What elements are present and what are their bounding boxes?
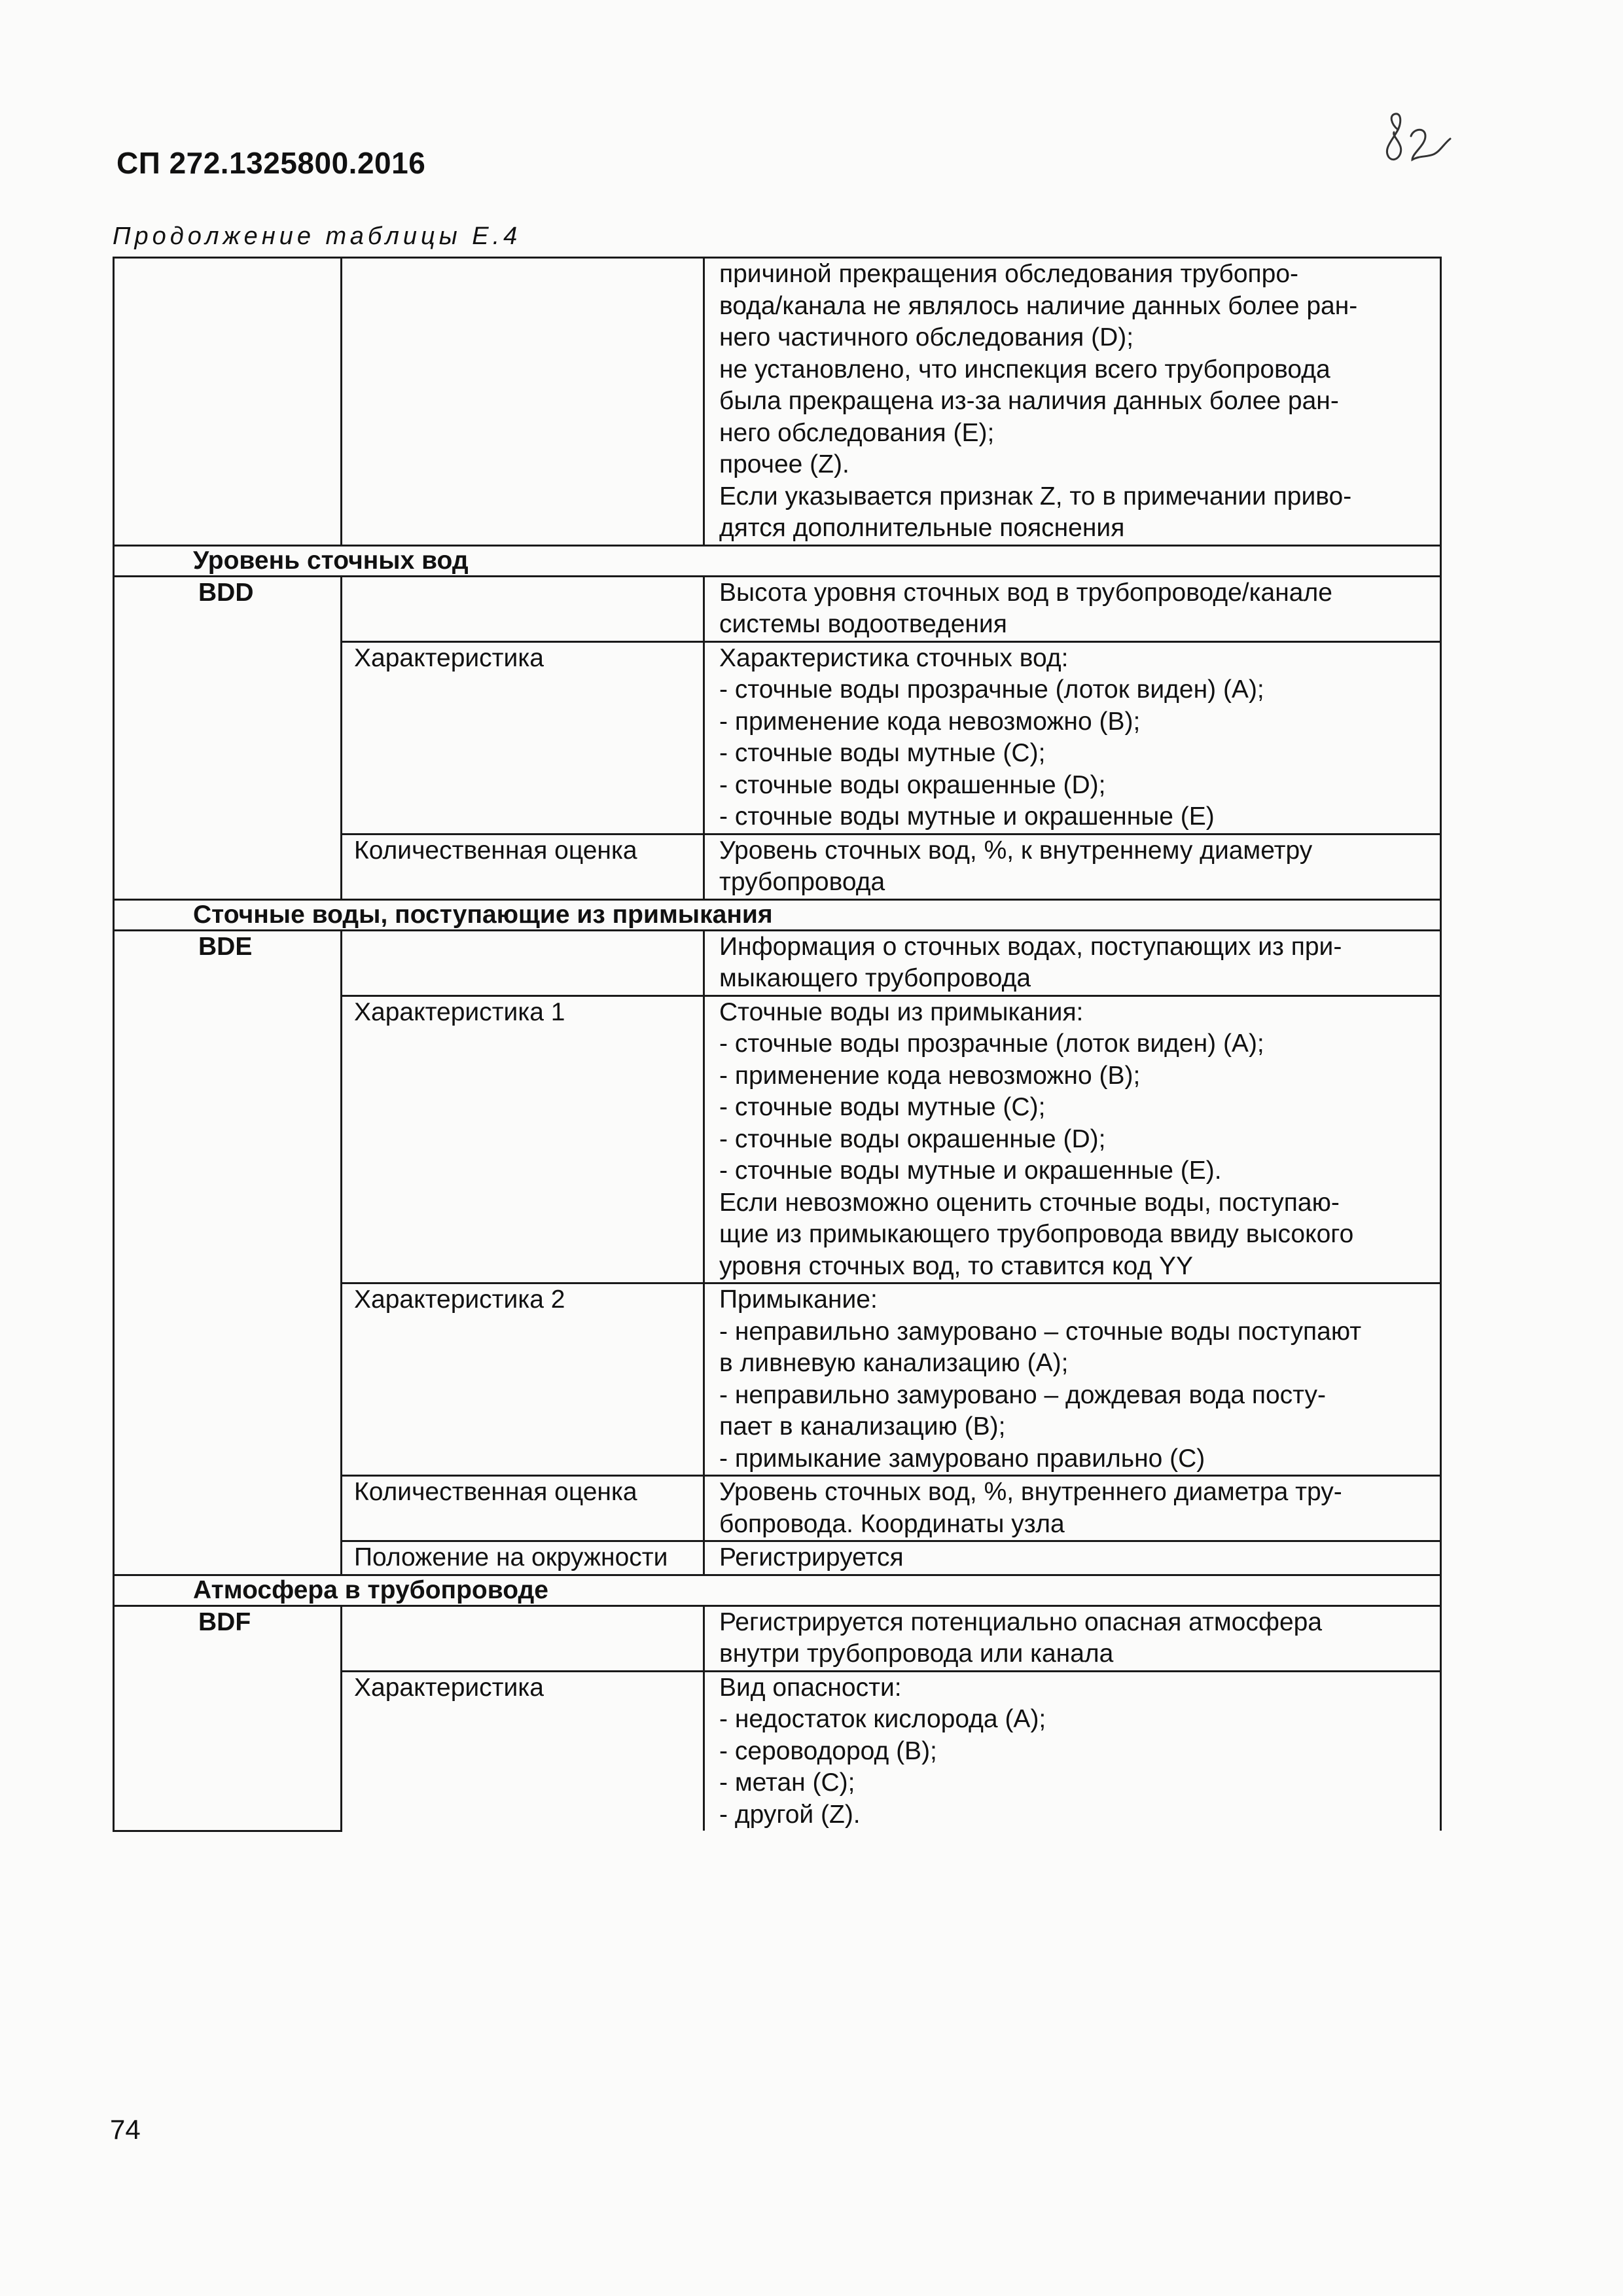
section-header-row xyxy=(114,545,1441,576)
table-row xyxy=(114,258,1441,546)
description-line: - примыкание замуровано правильно (C) xyxy=(719,1444,1205,1473)
parameter-cell: Характеристика xyxy=(342,641,704,834)
description-line: Регистрируется потенциально опасная атмосфера xyxy=(719,1607,1323,1636)
description-line: Сточные воды из примыкания: xyxy=(719,997,1084,1026)
description-line: - метан (C); xyxy=(719,1768,855,1797)
code-cell: BDD xyxy=(114,576,342,899)
description-line: в ливневую канализацию (A); xyxy=(719,1349,1069,1377)
description-cell xyxy=(704,1541,1441,1575)
description-line: была прекращена из-за наличия данных более ран- xyxy=(719,387,1339,415)
description-line: дятся дополнительные пояснения xyxy=(719,514,1125,542)
description-line: Примыкание: xyxy=(719,1285,878,1314)
description-cell xyxy=(704,930,1441,996)
description-line: внутри трубопровода или канала xyxy=(719,1640,1114,1668)
parameter-cell xyxy=(342,258,704,546)
description-line: Если указывается признак Z, то в примечании приво- xyxy=(719,482,1352,511)
description-line: Информация о сточных водах, поступающих из при- xyxy=(719,932,1342,961)
description-line: - неправильно замуровано – дождевая вода посту- xyxy=(719,1380,1326,1409)
parameter-cell: Характеристика 1 xyxy=(342,996,704,1283)
description-line: - применение кода невозможно (B); xyxy=(719,1061,1141,1090)
parameter-cell xyxy=(342,1605,704,1671)
description-line: щие из примыкающего трубопровода ввиду высокого xyxy=(719,1220,1354,1248)
description-line: - сточные воды прозрачные (лоток виден) (A); xyxy=(719,1030,1264,1058)
description-cell xyxy=(704,834,1441,899)
code-cell: BDF xyxy=(114,1605,342,1831)
defect-codes-table xyxy=(113,257,1442,1832)
parameter-cell: Количественная оценка xyxy=(342,1476,704,1541)
handwritten-page-mark xyxy=(1380,110,1458,169)
description-line: не установлено, что инспекция всего трубопровода xyxy=(719,355,1330,384)
description-line: трубопровода xyxy=(719,868,885,896)
section-title: Уровень сточных вод xyxy=(114,545,1441,576)
table-caption: Продолжение таблицы Е.4 xyxy=(113,223,522,250)
description-line: системы водоотведения xyxy=(719,610,1007,638)
description-cell xyxy=(704,576,1441,641)
description-line: Если невозможно оценить сточные воды, поступаю- xyxy=(719,1188,1340,1217)
description-line: него обследования (E); xyxy=(719,418,995,447)
description-line: вода/канала не являлось наличие данных более ран- xyxy=(719,291,1358,320)
description-cell xyxy=(704,996,1441,1283)
description-line: мыкающего трубопровода xyxy=(719,964,1031,992)
parameter-cell: Количественная оценка xyxy=(342,834,704,899)
description-line: уровня сточных вод, то ставится код YY xyxy=(719,1251,1194,1280)
description-line: него частичного обследования (D); xyxy=(719,323,1134,351)
description-line: бопровода. Координаты узла xyxy=(719,1509,1065,1538)
table-row xyxy=(114,576,1441,641)
document-code: СП 272.1325800.2016 xyxy=(116,146,426,180)
description-line: - сероводород (B); xyxy=(719,1736,937,1765)
table-row xyxy=(114,1605,1441,1671)
parameter-cell: Характеристика xyxy=(342,1671,704,1831)
description-line: Регистрируется xyxy=(719,1543,904,1571)
parameter-cell xyxy=(342,930,704,996)
section-header-row xyxy=(114,899,1441,930)
description-line: - недостаток кислорода (A); xyxy=(719,1705,1046,1733)
description-line: - сточные воды мутные и окрашенные (E) xyxy=(719,802,1215,831)
page-number: 74 xyxy=(110,2114,141,2145)
parameter-cell: Характеристика 2 xyxy=(342,1283,704,1476)
table-row xyxy=(114,930,1441,996)
description-line: Уровень сточных вод, %, к внутреннему диаметру xyxy=(719,836,1313,865)
description-line: причиной прекращения обследования трубопро- xyxy=(719,260,1299,288)
description-line: Вид опасности: xyxy=(719,1673,902,1702)
description-line: пает в канализацию (B); xyxy=(719,1412,1006,1441)
section-title: Атмосфера в трубопроводе xyxy=(114,1575,1441,1605)
description-cell xyxy=(704,258,1441,546)
description-cell xyxy=(704,1671,1441,1831)
parameter-cell xyxy=(342,576,704,641)
description-cell xyxy=(704,641,1441,834)
code-cell xyxy=(114,258,342,546)
description-line: - сточные воды мутные и окрашенные (E). xyxy=(719,1157,1222,1185)
description-line: - сточные воды окрашенные (D); xyxy=(719,1124,1106,1153)
section-header-row xyxy=(114,1575,1441,1605)
description-line: - неправильно замуровано – сточные воды поступают xyxy=(719,1317,1362,1346)
description-line: Характеристика сточных вод: xyxy=(719,643,1069,672)
description-line: - сточные воды мутные (C); xyxy=(719,1093,1046,1121)
description-cell xyxy=(704,1476,1441,1541)
description-line: - сточные воды окрашенные (D); xyxy=(719,770,1106,799)
code-cell: BDE xyxy=(114,930,342,1575)
description-cell xyxy=(704,1605,1441,1671)
description-line: - другой (Z). xyxy=(719,1800,861,1829)
description-line: Высота уровня сточных вод в трубопроводе/канале xyxy=(719,578,1332,607)
description-line: - применение кода невозможно (B); xyxy=(719,707,1141,736)
section-title: Сточные воды, поступающие из примыкания xyxy=(114,899,1441,930)
description-line: Уровень сточных вод, %, внутреннего диаметра тру- xyxy=(719,1478,1342,1506)
description-line: прочее (Z). xyxy=(719,450,849,478)
description-line: - сточные воды прозрачные (лоток виден) (A); xyxy=(719,675,1264,704)
parameter-cell: Положение на окружности xyxy=(342,1541,704,1575)
description-line: - сточные воды мутные (C); xyxy=(719,739,1046,767)
description-cell xyxy=(704,1283,1441,1476)
